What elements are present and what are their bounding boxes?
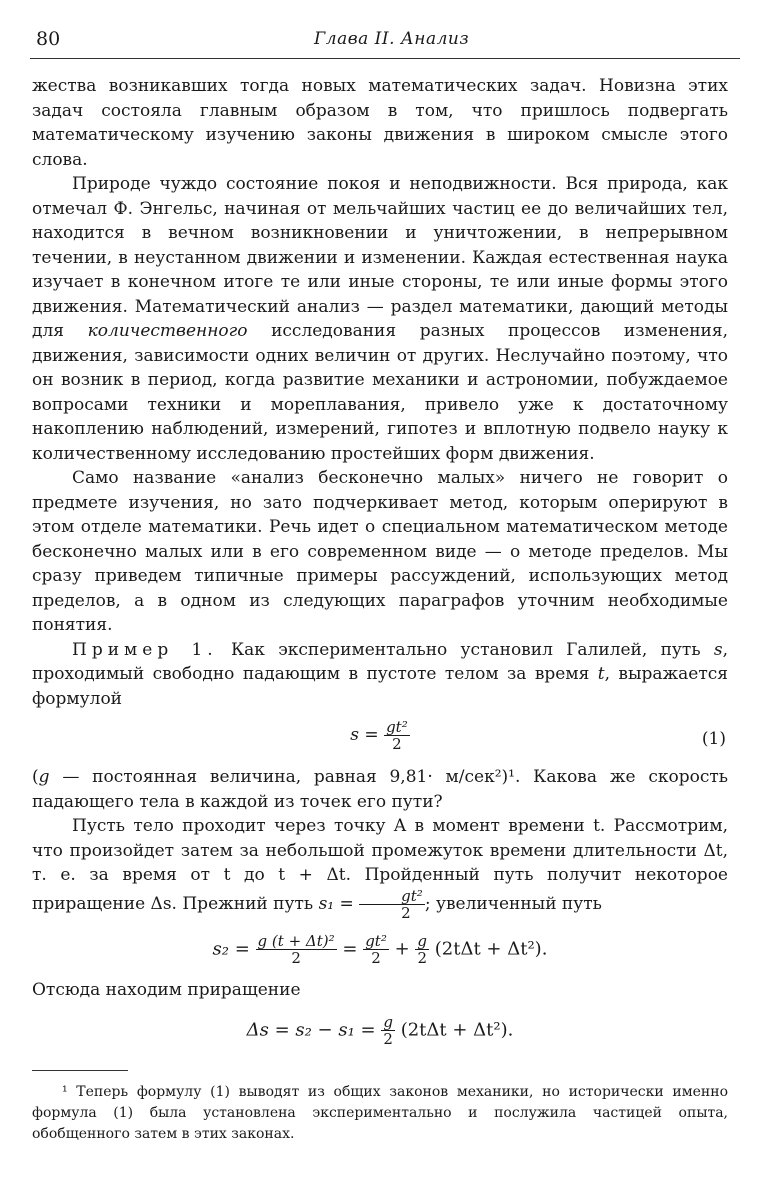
formula-s2: s₂ = $\frac{\text{g (t + Δt)²}}{2}$ = $\frac{\text{gt²}}{2}$ + $\frac{g}{2}$ (2tΔt + Δt²). xyxy=(212,931,548,967)
paragraph-continued: жества возникавших тогда новых математических задач. Новизна этих задач состояла главным образом в том, что пришлось подвергать математическому изучению законы движения в широком смысле этого слова. xyxy=(32,76,728,170)
footnote-rule xyxy=(32,1070,128,1071)
fraction: $\frac{g}{2}$ xyxy=(383,1013,393,1048)
paragraph-increment: Отсюда находим приращение xyxy=(32,979,301,1000)
page-number: 80 xyxy=(36,28,61,50)
fraction: $\frac{g}{2}$ xyxy=(417,931,428,967)
equation-number: (1) xyxy=(701,729,726,749)
paragraph-example-1: Пример 1. Как экспериментально установил Галилей, путь s, проходимый свободно падающим в пустоте телом за время t, выражается формулой xyxy=(32,639,728,709)
paragraph-suppose: Пусть тело проходит через точку A в момент времени t. Рассмотрим, что произойдет затем за небольшой промежуток времени длительности Δt, т. е. за время от t до t + Δt. Пройденный путь получит некоторое приращение Δs. Прежний путь s₁ = $\frac{\text{gt²}}{2}$ ; увеличенный путь xyxy=(32,816,728,922)
footnote: ¹ Теперь формулу (1) выводят из общих законов механики, но исторически именно формула (1) была установлена экспериментально и послужила частицей опыта, обобщенного затем в этих законах. xyxy=(32,1084,728,1142)
example-label: Пример 1. xyxy=(72,639,218,660)
fraction: $\frac{\text{gt²}}{2}$ xyxy=(386,718,408,753)
fraction: $\frac{\text{gt²}}{2}$ xyxy=(359,888,425,921)
fraction: $\frac{\text{gt²}}{2}$ xyxy=(365,931,387,967)
paragraph-nature: Природе чуждо состояние покоя и неподвижности. Вся природа, как отмечал Ф. Энгельс, начиная от мельчайших частиц ее до величайших тел, находится в вечном возникновении и уничтожении, в непрерывном течении, в неустанном движении и изменении. Каждая естественная наука изучает в конечном итоге те или иные стороны, те или иные формы этого движения. Математический анализ — раздел математики, дающий методы для количественного исследования разных процессов изменения, движения, зависимости одних величин от других. Неслучайно поэтому, что он возник в период, когда развитие механики и астрономии, побуждаемое вопросами техники и мореплавания, привело уже к достаточному накоплению наблюдений, измерений, гипотез и вплотную подвело науку к количественному исследованию простейших форм движения. xyxy=(32,174,729,464)
fraction: $\frac{\text{g (t + Δt)²}}{2}$ xyxy=(257,931,335,967)
header-rule xyxy=(30,58,740,59)
paragraph-g-constant: (g — постоянная величина, равная 9,81· м/сек²)¹. Какова же скорость падающего тела в каждой из точек его пути? xyxy=(32,767,728,812)
main-text xyxy=(32,74,728,1059)
running-title: Глава II. Анализ xyxy=(314,29,470,49)
formula-delta-s: Δs = s₂ − s₁ = $\frac{g}{2}$ (2tΔt + Δt²). xyxy=(246,1013,514,1048)
paragraph-name: Само название «анализ бесконечно малых» ничего не говорит о предмете изучения, но зато подчеркивает метод, которым оперируют в этом отделе математики. Речь идет о специальном математическом методе бесконечно малых или в его современном виде — о методе пределов. Мы сразу приведем типичные примеры рассуждений, использующих метод пределов, а в одном из следующих параграфов уточним необходимые понятия. xyxy=(32,468,728,635)
formula-1: s = $\frac{\text{gt²}}{2}$ (1) xyxy=(350,718,726,753)
